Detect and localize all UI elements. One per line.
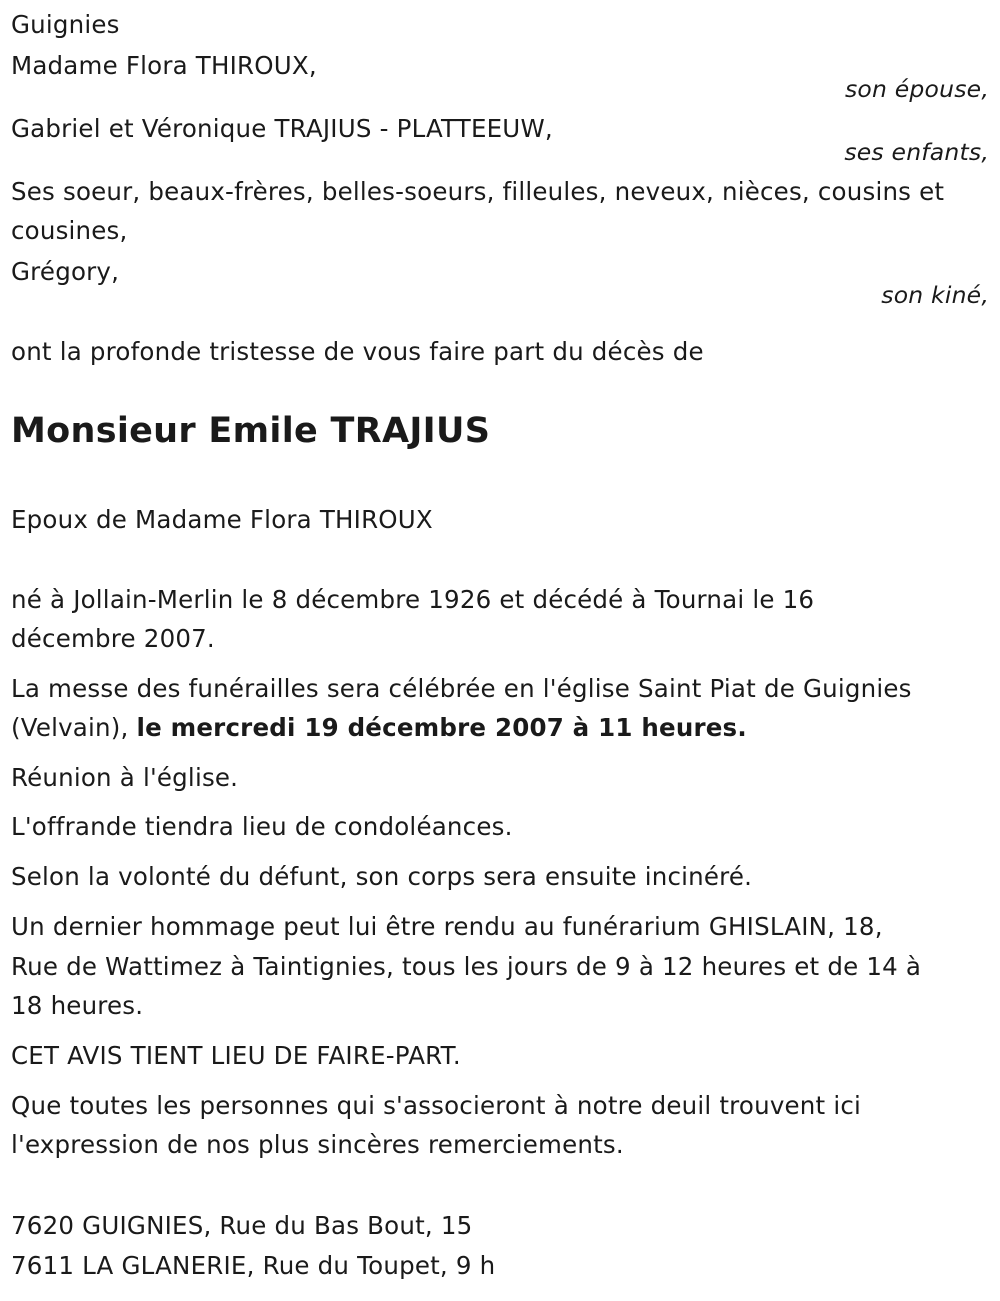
children-role: ses enfants,: [844, 138, 989, 166]
place-name: Guignies: [11, 10, 120, 39]
mass-line-1: La messe des funérailles sera célébrée en l'église Saint Piat de Guignies: [11, 674, 912, 703]
kine-name: Grégory,: [11, 257, 120, 286]
mass-line-2-prefix: (Velvain),: [11, 713, 137, 742]
offering-line: L'offrande tiendra lieu de condoléances.: [11, 812, 513, 841]
relatives-line-1: Ses soeur, beaux-frères, belles-soeurs, filleules, neveux, nièces, cousins et: [11, 177, 945, 206]
thanks-line-1: Que toutes les personnes qui s'associeront à notre deuil trouvent ici: [11, 1091, 862, 1120]
address-line: 7611 LA GLANERIE, Rue du Toupet, 9 h: [11, 1251, 496, 1280]
mass-line-2: [11, 708, 747, 748]
deceased-name: Monsieur Emile TRAJIUS: [11, 411, 491, 451]
children-names: Gabriel et Véronique TRAJIUS - PLATTEEUW,: [11, 114, 553, 143]
tribute-line-1: Un dernier hommage peut lui être rendu au funérarium GHISLAIN, 18,: [11, 912, 883, 941]
announcement-text: ont la profonde tristesse de vous faire part du décès de: [11, 337, 704, 366]
wife-name: Madame Flora THIROUX,: [11, 51, 317, 80]
thanks-line-2: l'expression de nos plus sincères remerciements.: [11, 1130, 624, 1159]
tribute-line-3: 18 heures.: [11, 991, 144, 1020]
relatives-line-2: cousines,: [11, 216, 128, 245]
address-line: 7620 GUIGNIES, Rue du Bas Bout, 15: [11, 1211, 473, 1240]
kine-role: son kiné,: [881, 281, 989, 309]
tribute-line-2: Rue de Wattimez à Taintignies, tous les jours de 9 à 12 heures et de 14 à: [11, 952, 922, 981]
notice-line: CET AVIS TIENT LIEU DE FAIRE-PART.: [11, 1041, 461, 1070]
spouse-line: Epoux de Madame Flora THIROUX: [11, 505, 433, 534]
cremation-line: Selon la volonté du défunt, son corps sera ensuite incinéré.: [11, 862, 753, 891]
wife-role: son épouse,: [844, 75, 989, 103]
birth-death-line-2: décembre 2007.: [11, 624, 215, 653]
birth-death-line-1: né à Jollain-Merlin le 8 décembre 1926 et décédé à Tournai le 16: [11, 585, 815, 614]
mass-date: le mercredi 19 décembre 2007 à 11 heures.: [136, 713, 747, 742]
meeting-line: Réunion à l'église.: [11, 763, 239, 792]
